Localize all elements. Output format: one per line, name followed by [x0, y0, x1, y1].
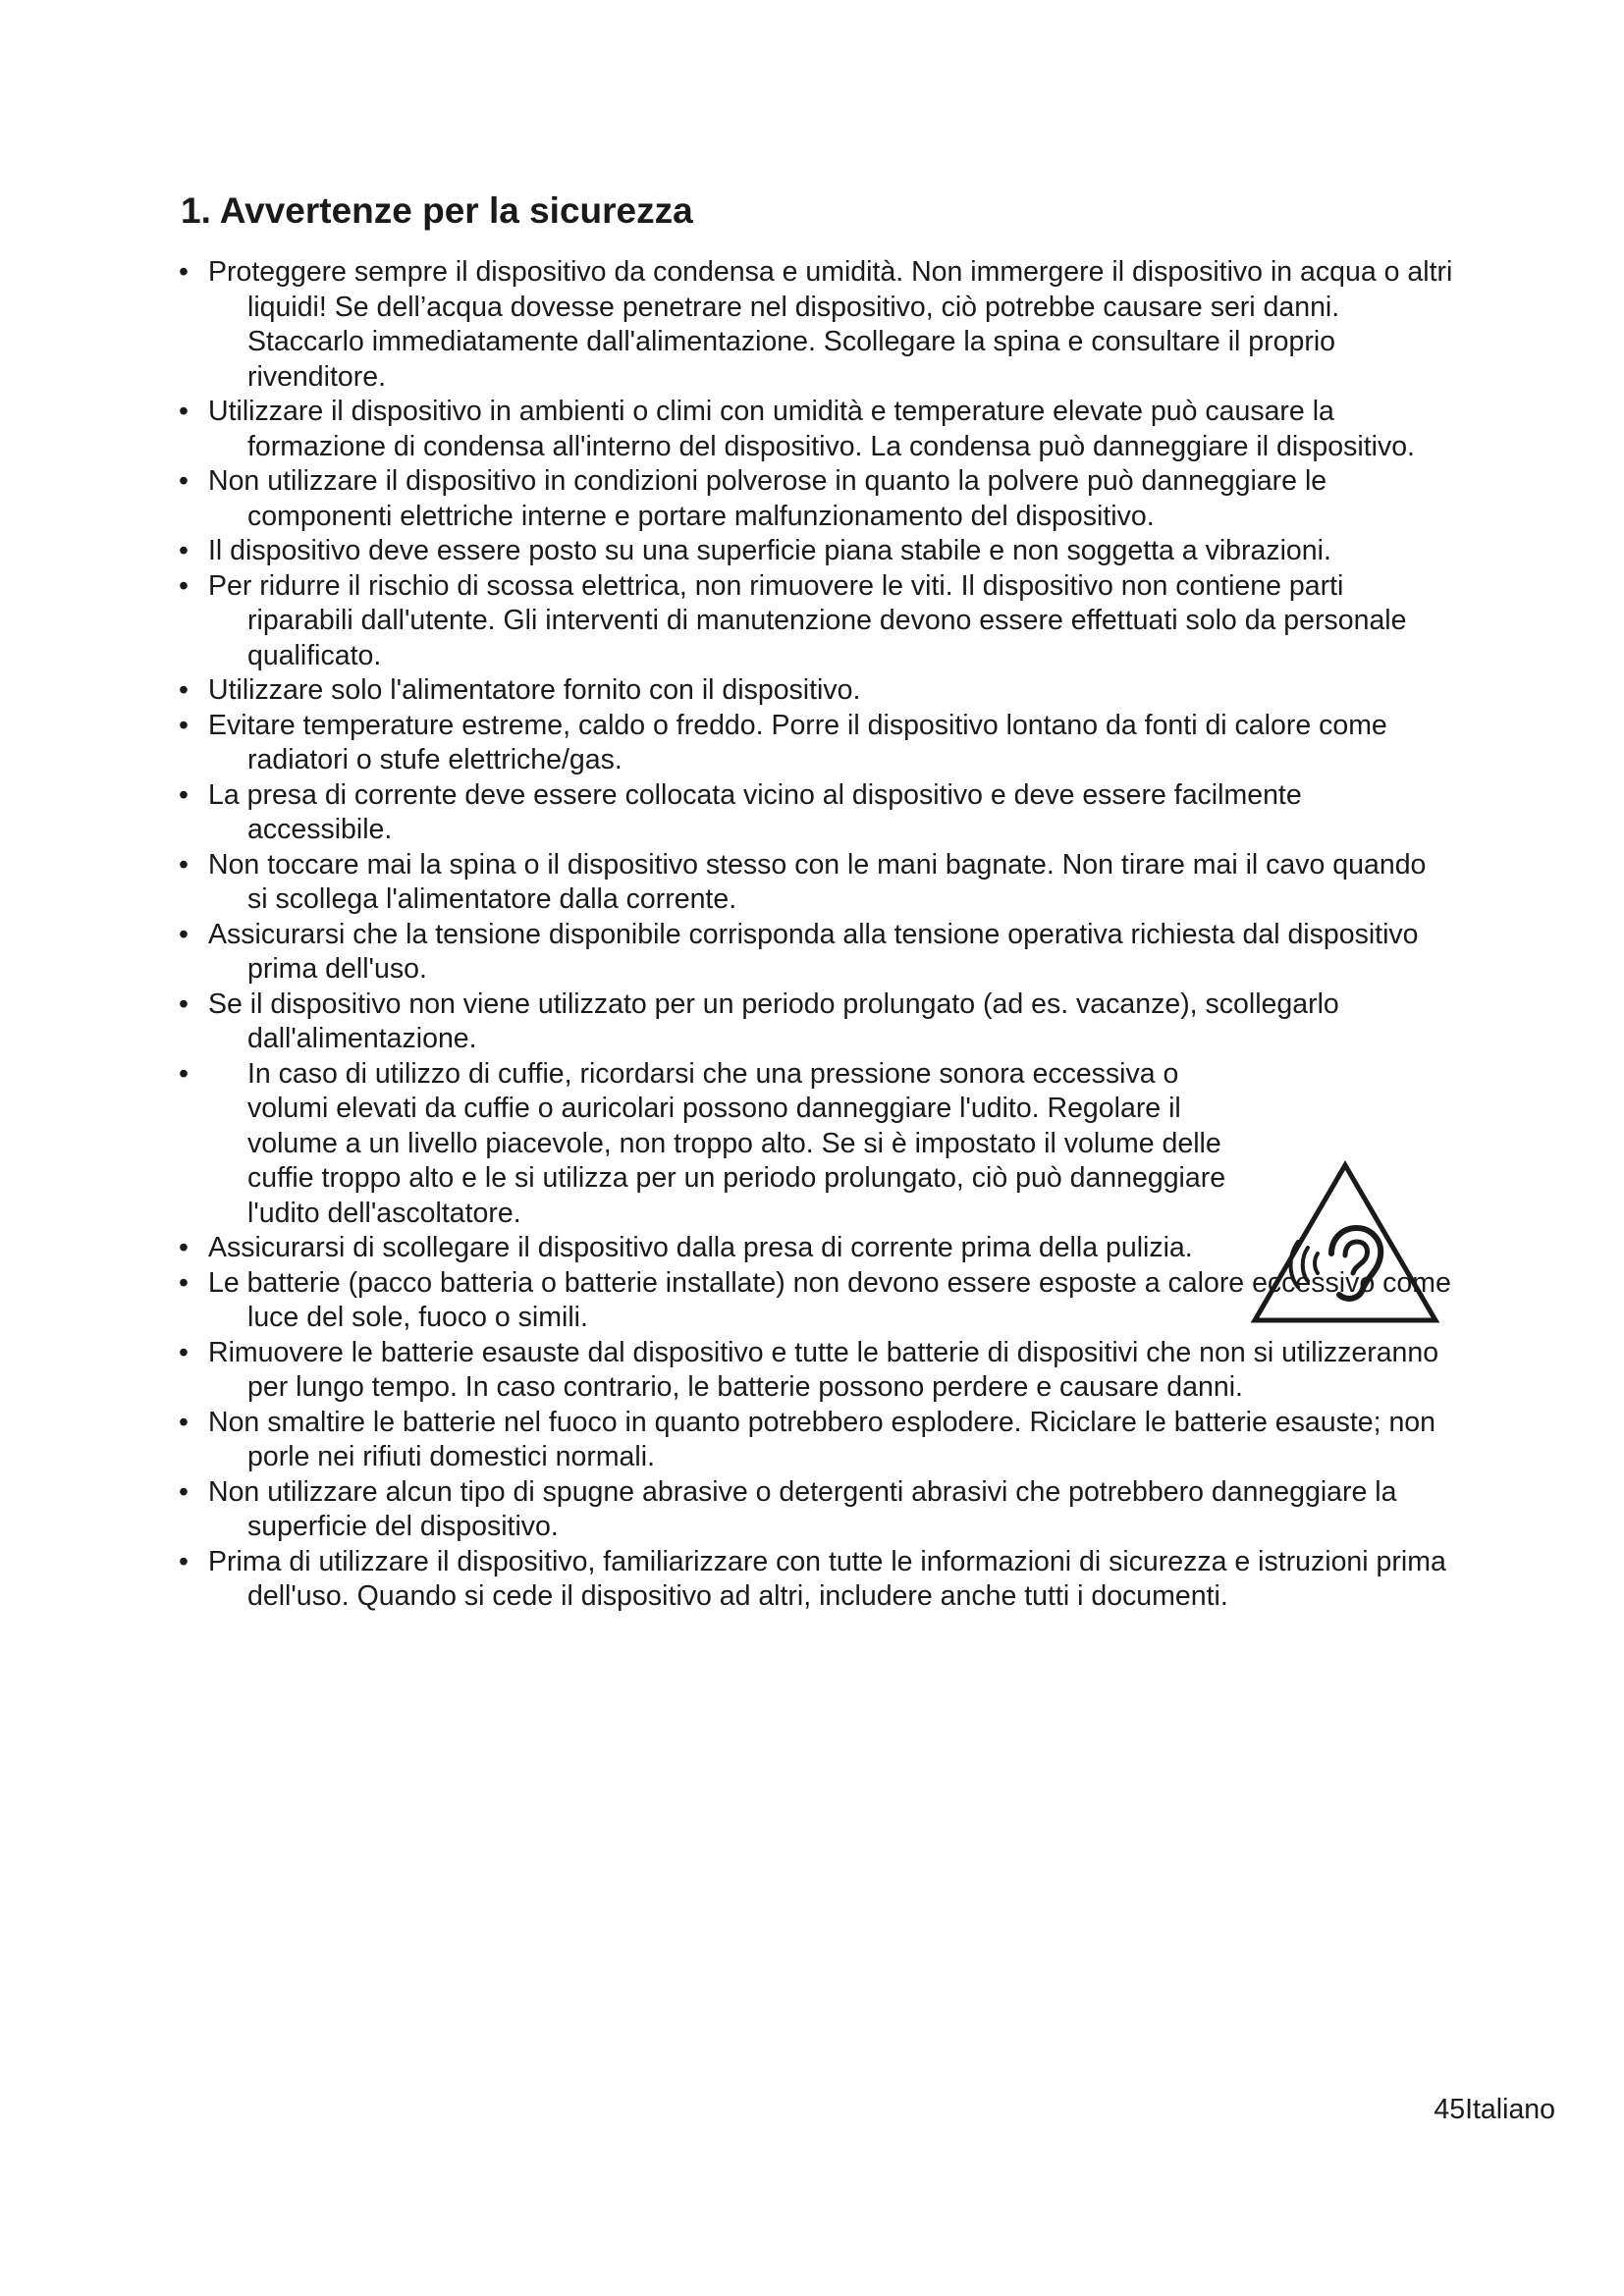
bullet-marker: • — [179, 1475, 189, 1508]
bullet-marker: • — [179, 569, 189, 602]
list-item — [177, 673, 1453, 709]
footer-language: Italiano — [1465, 2094, 1555, 2125]
list-item-text: Per ridurre il rischio di scossa elettrica, non rimuovere le viti. Il dispositivo non contiene parti riparabili dall'utente. Gli interventi di manutenzione devono essere effettuati solo da personale qualificato. — [208, 569, 1407, 671]
list-item-text: Proteggere sempre il dispositivo da condensa e umidità. Non immergere il dispositivo in acqua o altri liquidi! Se dell’acqua dovesse penetrare nel dispositivo, ciò potrebbe causare seri danni. Staccarlo immediatamente dall'alimentazione. Scollegare la spina e consultare il proprio rivenditore. — [208, 256, 1453, 393]
page-number: 45 — [1434, 2094, 1466, 2125]
bullet-marker: • — [179, 848, 189, 881]
list-item — [177, 988, 1453, 1057]
list-item — [177, 1475, 1453, 1545]
bullet-marker: • — [179, 674, 189, 706]
list-item-text: Il dispositivo deve essere posto su una superficie piana stabile e non soggetta a vibrazioni. — [208, 535, 1331, 566]
list-item — [177, 255, 1453, 395]
list-item-text: In caso di utilizzo di cuffie, ricordarsi che una pressione sonora eccessiva o volumi elevati da cuffie o auricolari possono danneggiare l'udito. Regolare il volume a un livello piacevole, non troppo alto. Se si è impostato il volume delle cuffie troppo alto e le si utilizza per un periodo prolungato, ciò può danneggiare l'udito dell'ascoltatore. — [247, 1057, 1226, 1229]
list-item-text: Non utilizzare il dispositivo in condizioni polverose in quanto la polvere può danneggiare le componenti elettriche interne e portare malfunzionamento del dispositivo. — [208, 465, 1327, 532]
list-item — [177, 848, 1453, 918]
list-item — [177, 709, 1453, 778]
list-item-text: Evitare temperature estreme, caldo o freddo. Porre il dispositivo lontano da fonti di calore come radiatori o stufe elettriche/gas. — [208, 709, 1387, 775]
list-item — [177, 395, 1453, 464]
hearing-damage-warning-icon — [1249, 1157, 1441, 1326]
list-item-text: Rimuovere le batterie esauste dal dispositivo e tutte le batterie di dispositivi che non si utilizzeranno per lungo tempo. In caso contrario, le batterie possono perdere e causare danni. — [208, 1336, 1439, 1403]
list-item-text: Le batterie (pacco batteria o batterie installate) non devono essere esposte a calore eccessivo come luce del sole, fuoco o simili. — [208, 1266, 1451, 1333]
bullet-marker: • — [179, 1336, 189, 1368]
bullet-marker: • — [179, 918, 189, 950]
list-item-text: Utilizzare il dispositivo in ambienti o climi con umidità e temperature elevate può causare la formazione di condensa all'interno del dispositivo. La condensa può danneggiare il dispositivo. — [208, 396, 1415, 462]
list-item-text: Non toccare mai la spina o il dispositivo stesso con le mani bagnate. Non tirare mai il cavo quando si scollega l'alimentatore dalla corrente. — [208, 848, 1427, 915]
bullet-marker: • — [179, 778, 189, 811]
list-item — [177, 534, 1453, 569]
list-item — [177, 1545, 1453, 1615]
list-item-text: Se il dispositivo non viene utilizzato per un periodo prolungato (ad es. vacanze), scollegarlo dall'alimentazione. — [208, 988, 1339, 1054]
list-item-text: Non smaltire le batterie nel fuoco in quanto potrebbero esplodere. Riciclare le batterie esauste; non porle nei rifiuti domestici normali. — [208, 1406, 1435, 1472]
section-title: 1. Avvertenze per la sicurezza — [181, 190, 693, 231]
bullet-marker: • — [179, 988, 189, 1020]
list-item — [177, 1406, 1453, 1475]
bullet-marker: • — [179, 1057, 189, 1090]
list-item-text: Utilizzare solo l'alimentatore fornito con il dispositivo. — [208, 674, 861, 706]
list-item — [177, 1336, 1453, 1406]
bullet-marker: • — [179, 256, 189, 288]
bullet-marker: • — [179, 535, 189, 566]
list-item — [177, 569, 1453, 674]
safety-warnings-list — [177, 255, 1453, 1615]
bullet-marker: • — [179, 465, 189, 497]
list-item-text: Non utilizzare alcun tipo di spugne abrasive o detergenti abrasivi che potrebbero danneggiare la superficie del dispositivo. — [208, 1475, 1397, 1542]
bullet-marker: • — [179, 1266, 189, 1299]
list-item — [177, 464, 1453, 534]
list-item — [177, 778, 1453, 848]
list-item-text: Assicurarsi che la tensione disponibile corrisponda alla tensione operativa richiesta dal dispositivo prima dell'uso. — [208, 918, 1419, 985]
list-item-text: Assicurarsi di scollegare il dispositivo dalla presa di corrente prima della pulizia. — [208, 1232, 1193, 1263]
bullet-marker: • — [179, 396, 189, 427]
bullet-marker: • — [179, 1545, 189, 1577]
list-item-text: La presa di corrente deve essere collocata vicino al dispositivo e deve essere facilmente accessibile. — [208, 778, 1302, 845]
list-item — [177, 918, 1453, 988]
bullet-marker: • — [179, 1232, 189, 1263]
page-footer — [1434, 2093, 1555, 2126]
list-item-text: Prima di utilizzare il dispositivo, familiarizzare con tutte le informazioni di sicurezza e istruzioni prima dell'uso. Quando si cede il dispositivo ad altri, includere anche tutti i documenti. — [208, 1545, 1446, 1612]
bullet-marker: • — [179, 1406, 189, 1438]
bullet-marker: • — [179, 709, 189, 741]
